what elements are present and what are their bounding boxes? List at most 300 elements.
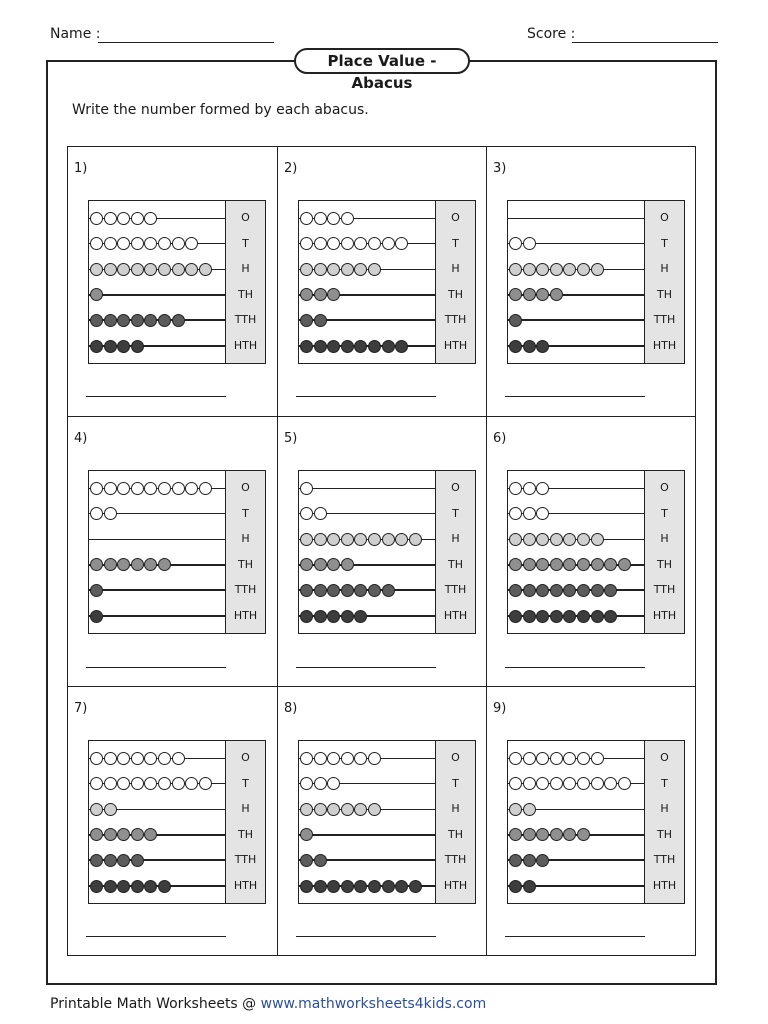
bead	[131, 777, 144, 790]
abacus-rod-th	[299, 834, 436, 836]
place-label-column	[435, 201, 475, 363]
place-label-hth: HTH	[652, 339, 677, 352]
bead	[104, 212, 117, 225]
problem-number: 9)	[493, 701, 507, 716]
bead	[158, 880, 171, 893]
place-label-tth: TTH	[234, 313, 257, 327]
place-label-h: H	[451, 262, 460, 276]
bead	[604, 610, 617, 623]
place-label-hth: HTH	[652, 879, 677, 892]
bead	[90, 314, 103, 327]
bead	[314, 288, 327, 301]
bead	[90, 482, 103, 495]
bead	[314, 507, 327, 520]
bead	[90, 854, 103, 867]
bead	[509, 237, 522, 250]
bead	[117, 880, 130, 893]
bead	[104, 828, 117, 841]
bead	[90, 558, 103, 571]
place-label-o: O	[241, 211, 250, 224]
bead	[382, 533, 395, 546]
place-label-t: T	[242, 776, 249, 790]
bead	[199, 777, 212, 790]
bead	[536, 828, 549, 841]
abacus-rod-h	[89, 539, 226, 540]
abacus	[507, 470, 685, 634]
bead	[577, 828, 590, 841]
bead	[185, 777, 198, 790]
bead	[509, 482, 522, 495]
bead	[90, 212, 103, 225]
bead	[354, 263, 367, 276]
bead	[577, 533, 590, 546]
bead	[523, 752, 536, 765]
bead	[550, 558, 563, 571]
place-label-o: O	[241, 481, 250, 494]
bead	[591, 584, 604, 597]
answer-line[interactable]	[505, 936, 645, 937]
bead	[185, 263, 198, 276]
place-label-column	[225, 471, 265, 633]
bead	[117, 854, 130, 867]
place-label-h: H	[660, 802, 669, 816]
bead	[117, 314, 130, 327]
bead	[104, 558, 117, 571]
bead	[563, 558, 576, 571]
bead	[300, 288, 313, 301]
bead	[523, 828, 536, 841]
bead	[144, 558, 157, 571]
bead	[591, 752, 604, 765]
problem-cell	[68, 686, 277, 955]
bead	[314, 558, 327, 571]
problem-number: 4)	[74, 431, 88, 446]
bead	[117, 558, 130, 571]
bead	[509, 533, 522, 546]
problem-number: 6)	[493, 431, 507, 446]
place-label-column	[644, 471, 684, 633]
bead	[104, 237, 117, 250]
bead	[131, 314, 144, 327]
bead	[563, 752, 576, 765]
bead	[117, 263, 130, 276]
bead	[509, 288, 522, 301]
bead	[90, 584, 103, 597]
bead	[158, 777, 171, 790]
bead	[509, 777, 522, 790]
place-label-o: O	[660, 211, 669, 224]
bead	[172, 263, 185, 276]
abacus	[298, 740, 476, 904]
bead	[563, 533, 576, 546]
bead	[131, 828, 144, 841]
place-label-column	[644, 741, 684, 903]
place-label-column	[225, 201, 265, 363]
bead	[577, 558, 590, 571]
bead	[117, 828, 130, 841]
bead	[550, 533, 563, 546]
abacus	[507, 200, 685, 364]
bead	[158, 314, 171, 327]
bead	[90, 880, 103, 893]
bead	[327, 288, 340, 301]
problem-cell	[486, 686, 695, 955]
place-label-hth: HTH	[443, 339, 468, 352]
bead	[341, 803, 354, 816]
place-label-tth: TTH	[234, 583, 257, 597]
answer-line[interactable]	[296, 936, 436, 937]
bead	[185, 482, 198, 495]
name-line[interactable]	[98, 42, 274, 43]
bead	[618, 558, 631, 571]
place-label-t: T	[452, 506, 459, 520]
bead	[172, 237, 185, 250]
place-label-t: T	[452, 776, 459, 790]
problem-cell	[277, 416, 486, 686]
bead	[368, 752, 381, 765]
bead	[158, 752, 171, 765]
bead	[341, 610, 354, 623]
bead	[104, 752, 117, 765]
bead	[90, 828, 103, 841]
bead	[327, 533, 340, 546]
bead	[382, 237, 395, 250]
place-label-t: T	[661, 236, 668, 250]
bead	[618, 777, 631, 790]
bead	[144, 752, 157, 765]
place-label-o: O	[451, 211, 460, 224]
place-label-o: O	[241, 751, 250, 764]
bead	[509, 880, 522, 893]
bead	[314, 314, 327, 327]
bead	[368, 263, 381, 276]
bead	[300, 584, 313, 597]
bead	[300, 482, 313, 495]
bead	[509, 584, 522, 597]
bead	[131, 237, 144, 250]
bead	[131, 212, 144, 225]
bead	[314, 803, 327, 816]
bead	[523, 533, 536, 546]
bead	[368, 803, 381, 816]
bead	[104, 854, 117, 867]
bead	[300, 752, 313, 765]
bead	[327, 558, 340, 571]
bead	[300, 828, 313, 841]
place-label-t: T	[242, 236, 249, 250]
bead	[144, 314, 157, 327]
bead	[368, 237, 381, 250]
problem-number: 1)	[74, 161, 88, 176]
bead	[300, 340, 313, 353]
bead	[536, 263, 549, 276]
bead	[314, 854, 327, 867]
bead	[536, 777, 549, 790]
bead	[368, 533, 381, 546]
bead	[523, 482, 536, 495]
abacus-rod-th	[89, 294, 226, 296]
problem-cell	[486, 147, 695, 416]
bead	[523, 340, 536, 353]
bead	[509, 828, 522, 841]
bead	[300, 212, 313, 225]
bead	[327, 237, 340, 250]
bead	[341, 880, 354, 893]
bead	[300, 803, 313, 816]
bead	[131, 752, 144, 765]
bead	[90, 263, 103, 276]
place-label-hth: HTH	[443, 879, 468, 892]
bead	[523, 854, 536, 867]
place-label-hth: HTH	[652, 609, 677, 622]
place-label-t: T	[452, 236, 459, 250]
bead	[395, 237, 408, 250]
place-label-th: TH	[238, 557, 253, 571]
bead	[314, 777, 327, 790]
bead	[563, 828, 576, 841]
bead	[314, 880, 327, 893]
bead	[368, 340, 381, 353]
bead	[354, 340, 367, 353]
bead	[509, 314, 522, 327]
abacus	[507, 740, 685, 904]
abacus-rod-hth	[89, 615, 226, 617]
bead	[354, 533, 367, 546]
place-label-hth: HTH	[233, 609, 258, 622]
bead	[523, 288, 536, 301]
bead	[509, 507, 522, 520]
bead	[395, 533, 408, 546]
problem-number: 7)	[74, 701, 88, 716]
bead	[300, 237, 313, 250]
bead	[104, 314, 117, 327]
place-label-th: TH	[238, 827, 253, 841]
bead	[382, 880, 395, 893]
problem-grid	[67, 146, 696, 956]
bead	[104, 803, 117, 816]
bead	[368, 880, 381, 893]
bead	[509, 340, 522, 353]
footer-prefix: Printable Math Worksheets @	[50, 996, 257, 1012]
bead	[144, 880, 157, 893]
bead	[144, 828, 157, 841]
bead	[550, 828, 563, 841]
bead	[591, 777, 604, 790]
bead	[550, 263, 563, 276]
bead	[591, 558, 604, 571]
bead	[409, 533, 422, 546]
bead	[341, 263, 354, 276]
bead	[509, 752, 522, 765]
place-label-h: H	[241, 532, 250, 546]
bead	[341, 752, 354, 765]
bead	[395, 340, 408, 353]
bead	[354, 610, 367, 623]
bead	[536, 482, 549, 495]
bead	[327, 777, 340, 790]
place-label-th: TH	[657, 827, 672, 841]
answer-line[interactable]	[86, 936, 226, 937]
bead	[172, 777, 185, 790]
bead	[104, 777, 117, 790]
bead	[300, 507, 313, 520]
place-label-h: H	[451, 532, 460, 546]
bead	[158, 482, 171, 495]
bead	[536, 584, 549, 597]
bead	[341, 212, 354, 225]
bead	[144, 263, 157, 276]
bead	[314, 752, 327, 765]
bead	[509, 263, 522, 276]
bead	[604, 584, 617, 597]
bead	[185, 237, 198, 250]
bead	[509, 854, 522, 867]
place-label-tth: TTH	[653, 853, 676, 867]
bead	[354, 803, 367, 816]
bead	[536, 752, 549, 765]
bead	[327, 752, 340, 765]
place-label-h: H	[660, 532, 669, 546]
answer-line[interactable]	[505, 667, 645, 668]
place-label-column	[435, 741, 475, 903]
bead	[523, 237, 536, 250]
place-label-column	[435, 471, 475, 633]
bead	[300, 880, 313, 893]
place-label-tth: TTH	[444, 853, 467, 867]
bead	[117, 340, 130, 353]
bead	[314, 340, 327, 353]
bead	[131, 482, 144, 495]
problem-number: 5)	[284, 431, 298, 446]
abacus	[298, 470, 476, 634]
bead	[604, 777, 617, 790]
place-label-o: O	[451, 481, 460, 494]
bead	[104, 482, 117, 495]
place-label-hth: HTH	[233, 339, 258, 352]
bead	[354, 880, 367, 893]
bead	[104, 507, 117, 520]
answer-line[interactable]	[296, 667, 436, 668]
bead	[314, 237, 327, 250]
place-label-th: TH	[238, 287, 253, 301]
bead	[327, 340, 340, 353]
bead	[327, 212, 340, 225]
worksheet-title: Place Value - Abacus	[294, 48, 470, 74]
bead	[550, 584, 563, 597]
bead	[550, 610, 563, 623]
abacus	[88, 740, 266, 904]
bead	[563, 777, 576, 790]
bead	[131, 880, 144, 893]
bead	[341, 533, 354, 546]
problem-cell	[277, 686, 486, 955]
bead	[300, 610, 313, 623]
bead	[523, 777, 536, 790]
bead	[131, 854, 144, 867]
bead	[314, 263, 327, 276]
place-label-h: H	[451, 802, 460, 816]
problem-number: 8)	[284, 701, 298, 716]
place-label-th: TH	[657, 287, 672, 301]
score-label: Score :	[527, 26, 576, 42]
bead	[300, 314, 313, 327]
place-label-th: TH	[657, 557, 672, 571]
bead	[591, 610, 604, 623]
bead	[550, 777, 563, 790]
bead	[536, 507, 549, 520]
bead	[536, 558, 549, 571]
bead	[354, 237, 367, 250]
abacus-rod-tth	[508, 319, 645, 321]
place-label-hth: HTH	[443, 609, 468, 622]
bead	[144, 482, 157, 495]
bead	[199, 263, 212, 276]
place-label-tth: TTH	[444, 313, 467, 327]
bead	[523, 507, 536, 520]
place-label-o: O	[660, 481, 669, 494]
bead	[300, 263, 313, 276]
bead	[577, 610, 590, 623]
bead	[577, 777, 590, 790]
place-label-t: T	[661, 776, 668, 790]
answer-line[interactable]	[296, 396, 436, 397]
bead	[354, 584, 367, 597]
abacus	[88, 470, 266, 634]
abacus-rod-o	[508, 218, 645, 219]
bead	[509, 610, 522, 623]
answer-line[interactable]	[86, 396, 226, 397]
bead	[382, 584, 395, 597]
bead	[536, 340, 549, 353]
bead	[144, 777, 157, 790]
bead	[536, 854, 549, 867]
bead	[90, 340, 103, 353]
bead	[90, 288, 103, 301]
answer-line[interactable]	[505, 396, 645, 397]
place-label-tth: TTH	[653, 583, 676, 597]
bead	[90, 777, 103, 790]
bead	[131, 263, 144, 276]
bead	[409, 880, 422, 893]
problem-cell	[68, 416, 277, 686]
bead	[536, 288, 549, 301]
problem-cell	[277, 147, 486, 416]
place-label-o: O	[451, 751, 460, 764]
place-label-th: TH	[448, 827, 463, 841]
bead	[341, 237, 354, 250]
bead	[117, 237, 130, 250]
footer	[50, 996, 486, 1012]
bead	[158, 237, 171, 250]
bead	[509, 558, 522, 571]
bead	[172, 482, 185, 495]
bead	[314, 610, 327, 623]
bead	[327, 880, 340, 893]
footer-link[interactable]: www.mathworksheets4kids.com	[260, 996, 487, 1012]
bead	[158, 263, 171, 276]
answer-line[interactable]	[86, 667, 226, 668]
bead	[354, 752, 367, 765]
bead	[90, 610, 103, 623]
bead	[131, 558, 144, 571]
bead	[536, 610, 549, 623]
place-label-h: H	[241, 262, 250, 276]
problem-cell	[486, 416, 695, 686]
bead	[90, 507, 103, 520]
bead	[591, 263, 604, 276]
score-line[interactable]	[572, 42, 718, 43]
abacus	[88, 200, 266, 364]
